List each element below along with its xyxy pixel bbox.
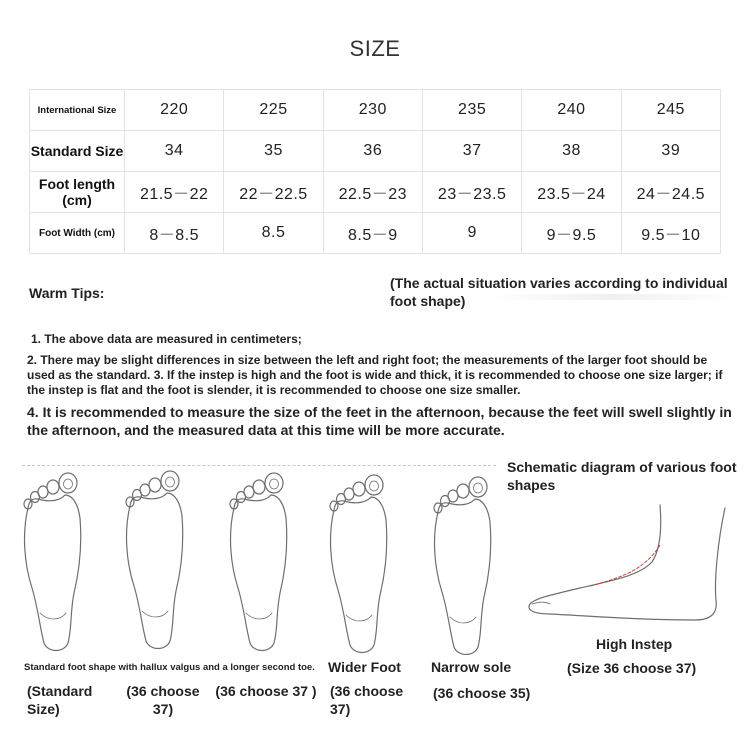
narrow-sole-label: Narrow sole	[431, 659, 512, 675]
high-instep-label: High Instep	[596, 636, 673, 652]
table-cell: 240	[522, 90, 621, 131]
table-cell: 9	[422, 213, 521, 254]
table-row-foot-length	[30, 172, 721, 213]
hallux-valgus-foot-icon	[126, 471, 183, 649]
table-row-international-size	[30, 90, 721, 131]
foot-shape-note: (The actual situation varies according to individual foot shape)	[390, 275, 728, 309]
tip-measurement-unit: 1. The above data are measured in centimeters;	[31, 332, 302, 346]
page-title: SIZE	[349, 36, 401, 61]
table-cell: 21.5－22	[125, 172, 224, 213]
table-cell: 8.5	[224, 213, 323, 254]
high-instep-size-note: (Size 36 choose 37)	[567, 660, 697, 676]
table-cell: 230	[323, 90, 422, 131]
table-cell: 9.5－10	[621, 213, 720, 254]
schematic-heading: Schematic diagram of various foot shapes	[507, 459, 737, 493]
tip-measure-afternoon: 4. It is recommended to measure the size of the feet in the afternoon, because the feet will swell slightly in the afternoon, and the measured data at this time will be more accurate.	[27, 404, 732, 438]
table-cell: 39	[621, 131, 720, 172]
table-cell: 245	[621, 90, 720, 131]
row-header: Standard Size	[30, 131, 125, 172]
row-header: International Size	[30, 90, 125, 131]
table-cell: 34	[125, 131, 224, 172]
table-cell: 38	[522, 131, 621, 172]
size-chart-table	[29, 89, 721, 254]
table-cell: 220	[125, 90, 224, 131]
warm-tips-heading: Warm Tips:	[29, 285, 105, 301]
table-cell: 225	[224, 90, 323, 131]
standard-size-label: (Standard Size)	[27, 683, 93, 717]
choose-37-label-2: (36 choose 37 )	[215, 683, 317, 699]
choose-37-label-3: (36 choose 37)	[330, 683, 404, 717]
choose-37-label: (36 choose 37)	[126, 683, 200, 717]
foot-shapes-illustration	[18, 455, 498, 655]
table-cell: 24－24.5	[621, 172, 720, 213]
standard-foot-2-icon	[230, 473, 287, 651]
standard-foot-icon	[24, 473, 81, 651]
wider-foot-label: Wider Foot	[328, 659, 401, 675]
table-cell: 22－22.5	[224, 172, 323, 213]
high-instep-foot-icon	[520, 500, 730, 630]
table-cell: 35	[224, 131, 323, 172]
table-cell: 23.5－24	[522, 172, 621, 213]
table-cell: 36	[323, 131, 422, 172]
table-cell: 37	[422, 131, 521, 172]
wider-foot-icon	[330, 475, 387, 653]
table-row-standard-size	[30, 131, 721, 172]
row-header: Foot Width (cm)	[30, 213, 125, 254]
table-cell: 9－9.5	[522, 213, 621, 254]
table-row-foot-width	[30, 213, 721, 254]
row-header: Foot length (cm)	[30, 172, 125, 213]
narrow-sole-icon	[434, 477, 491, 655]
standard-shape-label: Standard foot shape with hallux valgus and a longer second toe.	[24, 662, 315, 673]
table-cell: 23－23.5	[422, 172, 521, 213]
tip-left-right-foot: 2. There may be slight differences in size between the left and right foot; the measurements of the larger foot should be used as the standard. 3. If the instep is high and the foot is wide and thick, it is recommended to choose one size larger; if the instep is flat and the foot is slender, it is recommended to choose one size smaller.	[27, 353, 723, 397]
table-cell: 22.5－23	[323, 172, 422, 213]
table-cell: 235	[422, 90, 521, 131]
table-cell: 8.5－9	[323, 213, 422, 254]
table-cell: 8－8.5	[125, 213, 224, 254]
choose-35-label: (36 choose 35)	[433, 685, 531, 701]
